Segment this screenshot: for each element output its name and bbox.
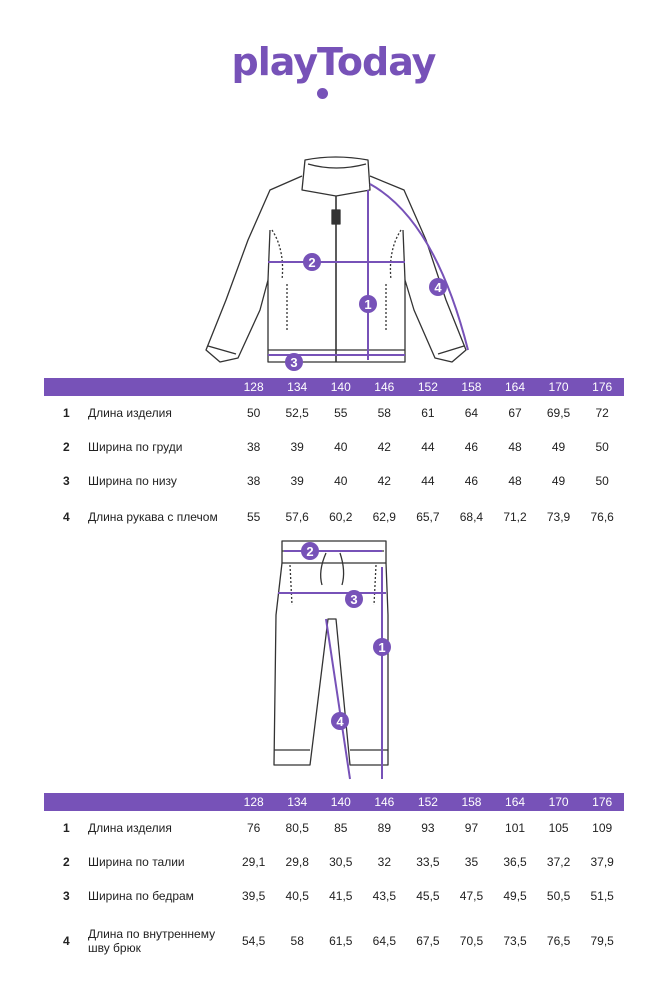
size-header: 176 xyxy=(580,793,624,811)
cell-value: 42 xyxy=(377,474,391,488)
cell-value: 39,5 xyxy=(241,889,266,903)
cell-value: 38 xyxy=(246,474,261,488)
size-header: 158 xyxy=(450,378,494,396)
cell-value: 61 xyxy=(421,406,435,420)
table-row xyxy=(44,811,624,845)
cell-value: 55 xyxy=(246,510,261,524)
size-header: 170 xyxy=(537,378,581,396)
cell-value: 76,6 xyxy=(590,510,614,524)
size-header: 164 xyxy=(493,378,537,396)
size-header: 140 xyxy=(319,378,363,396)
size-header: 152 xyxy=(406,793,450,811)
cell-value: 43,5 xyxy=(372,889,397,903)
row-number: 4 xyxy=(63,934,70,948)
cell-value: 33,5 xyxy=(416,855,440,869)
size-header: 152 xyxy=(406,378,450,396)
cell-value: 54,5 xyxy=(241,934,266,948)
cell-value: 67,5 xyxy=(416,934,440,948)
cell-value: 64 xyxy=(464,406,479,420)
cell-value: 40 xyxy=(334,474,348,488)
table-row xyxy=(44,498,624,536)
header-blank xyxy=(44,793,88,811)
cell-value: 64,5 xyxy=(372,934,397,948)
row-number: 2 xyxy=(63,855,70,869)
cell-value: 89 xyxy=(377,821,392,835)
cell-value: 67 xyxy=(508,406,522,420)
jacket-illustration xyxy=(190,150,490,375)
cell-value: 30,5 xyxy=(329,855,353,869)
cell-value: 72 xyxy=(595,406,609,420)
cell-value: 57,6 xyxy=(285,510,309,524)
cell-value: 49,5 xyxy=(503,889,527,903)
pants-size-table xyxy=(44,793,624,969)
cell-value: 29,1 xyxy=(241,855,266,869)
cell-value: 49 xyxy=(551,474,566,488)
cell-value: 44 xyxy=(421,440,435,454)
cell-value: 39 xyxy=(290,474,304,488)
cell-value: 71,2 xyxy=(503,510,527,524)
cell-value: 68,4 xyxy=(459,510,484,524)
cell-value: 65,7 xyxy=(416,510,440,524)
cell-value: 37,9 xyxy=(590,855,614,869)
size-header: 146 xyxy=(363,378,407,396)
measurement-name: Длина изделия xyxy=(87,821,172,835)
table-row xyxy=(44,879,624,913)
marker-2: 2 xyxy=(308,255,316,270)
size-header: 146 xyxy=(363,793,407,811)
cell-value: 60,2 xyxy=(329,510,353,524)
pants-illustration xyxy=(270,535,400,790)
cell-value: 109 xyxy=(592,821,613,835)
size-header: 134 xyxy=(275,793,319,811)
cell-value: 50,5 xyxy=(546,889,571,903)
marker-1: 1 xyxy=(364,297,372,312)
measurement-name: Длина рукава с плечом xyxy=(87,510,218,524)
cell-value: 39 xyxy=(290,440,304,454)
size-header: 170 xyxy=(537,793,581,811)
cell-value: 46 xyxy=(464,440,479,454)
cell-value: 79,5 xyxy=(590,934,614,948)
table-row xyxy=(44,845,624,879)
table-row xyxy=(44,396,624,430)
header-blank xyxy=(88,793,232,811)
cell-value: 50 xyxy=(595,440,609,454)
cell-value: 52,5 xyxy=(285,406,309,420)
marker-4: 4 xyxy=(336,714,344,729)
cell-value: 101 xyxy=(505,821,526,835)
cell-value: 80,5 xyxy=(285,821,309,835)
cell-value: 105 xyxy=(548,821,569,835)
cell-value: 61,5 xyxy=(329,934,353,948)
brand-logo: playToday xyxy=(231,40,436,84)
measurement-name: Длина по внутреннему шву брюк xyxy=(87,927,216,955)
size-header: 158 xyxy=(450,793,494,811)
marker-1: 1 xyxy=(378,640,386,655)
measurement-name: Длина изделия xyxy=(87,406,172,420)
cell-value: 93 xyxy=(421,821,435,835)
cell-value: 73,5 xyxy=(503,934,527,948)
cell-value: 85 xyxy=(334,821,348,835)
cell-value: 48 xyxy=(508,440,522,454)
cell-value: 62,9 xyxy=(372,510,396,524)
cell-value: 51,5 xyxy=(590,889,614,903)
table-row xyxy=(44,913,624,969)
cell-value: 70,5 xyxy=(459,934,484,948)
cell-value: 32 xyxy=(377,855,392,869)
measurement-name: Ширина по талии xyxy=(87,855,185,869)
marker-3: 3 xyxy=(350,592,358,607)
header-blank xyxy=(44,378,88,396)
cell-value: 50 xyxy=(595,474,609,488)
cell-value: 46 xyxy=(464,474,479,488)
cell-value: 42 xyxy=(377,440,391,454)
size-header: 134 xyxy=(275,378,319,396)
cell-value: 48 xyxy=(508,474,522,488)
cell-value: 73,9 xyxy=(546,510,571,524)
table-row xyxy=(44,464,624,498)
cell-value: 76 xyxy=(246,821,261,835)
measurement-name: Ширина по низу xyxy=(87,474,177,488)
measurement-name: Ширина по бедрам xyxy=(87,889,194,903)
row-number: 1 xyxy=(63,406,70,420)
cell-value: 41,5 xyxy=(329,889,353,903)
size-header: 176 xyxy=(580,378,624,396)
cell-value: 37,2 xyxy=(546,855,571,869)
cell-value: 97 xyxy=(464,821,479,835)
cell-value: 45,5 xyxy=(416,889,440,903)
header-blank xyxy=(88,378,232,396)
marker-2: 2 xyxy=(306,544,314,559)
row-number: 3 xyxy=(63,474,70,488)
measurement-name: Ширина по груди xyxy=(87,440,183,454)
cell-value: 40 xyxy=(334,440,348,454)
cell-value: 50 xyxy=(246,406,261,420)
cell-value: 47,5 xyxy=(459,889,484,903)
size-header: 128 xyxy=(232,793,276,811)
cell-value: 76,5 xyxy=(546,934,571,948)
size-header: 128 xyxy=(232,378,276,396)
cell-value: 44 xyxy=(421,474,435,488)
row-number: 1 xyxy=(63,821,70,835)
cell-value: 38 xyxy=(246,440,261,454)
cell-value: 40,5 xyxy=(285,889,309,903)
cell-value: 35 xyxy=(464,855,479,869)
size-header: 164 xyxy=(493,793,537,811)
table-row xyxy=(44,430,624,464)
cell-value: 58 xyxy=(377,406,391,420)
cell-value: 58 xyxy=(290,934,304,948)
jacket-size-table xyxy=(44,378,624,536)
cell-value: 69,5 xyxy=(546,406,571,420)
logo-dot xyxy=(317,88,328,99)
row-number: 3 xyxy=(63,889,70,903)
cell-value: 55 xyxy=(334,406,348,420)
cell-value: 36,5 xyxy=(503,855,527,869)
cell-value: 49 xyxy=(551,440,566,454)
size-header: 140 xyxy=(319,793,363,811)
marker-3: 3 xyxy=(290,355,298,370)
row-number: 2 xyxy=(63,440,70,454)
cell-value: 29,8 xyxy=(285,855,309,869)
row-number: 4 xyxy=(63,510,70,524)
marker-4: 4 xyxy=(434,280,442,295)
